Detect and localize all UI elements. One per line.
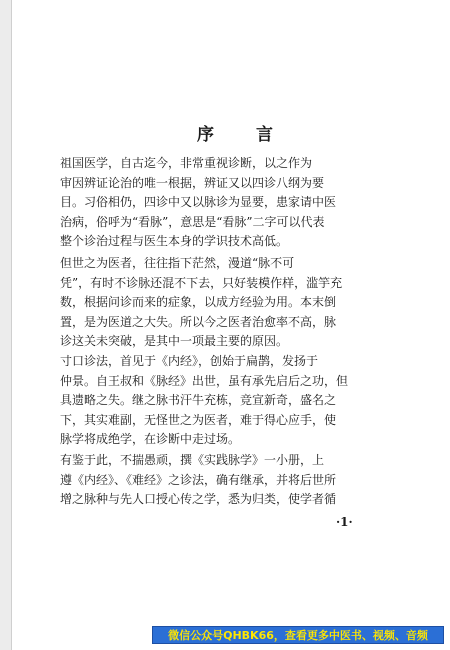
text-line: 诊这关未突破，是其中一项最主要的原因。 bbox=[60, 334, 289, 348]
paragraph-4 bbox=[60, 451, 388, 510]
text-line: 下，其实难副，无怪世之为医者，难于得心应手，使 bbox=[60, 412, 337, 427]
text-line: 整个诊治过程与医生本身的学识技术高低。 bbox=[60, 234, 289, 248]
text-line: 但世之为医者，往往指下茫然，漫道“脉不可 bbox=[60, 256, 295, 270]
text-line: 审因辨证论治的唯一根据，辨证又以四诊八纲为要 bbox=[60, 175, 325, 190]
text-line: 凭”，有时不诊脉还混不下去，只好装模作样，滥竽充 bbox=[60, 275, 343, 290]
text-line: 具遗略之失。继之脉书汗牛充栋，竞宣新奇，盛名之 bbox=[60, 393, 337, 407]
text-line: 增之脉种与先人口授心传之学，悉为归类，使学者循 bbox=[60, 492, 337, 506]
paragraph-2 bbox=[60, 254, 388, 352]
scanned-book-page bbox=[20, 0, 450, 650]
text-line: 有鉴于此，不揣愚顽，撰《实践脉学》一小册，上 bbox=[60, 453, 325, 467]
text-line: 寸口诊法，首见于《内经》，创始于扁鹊，发扬于 bbox=[60, 354, 319, 368]
text-line: 数，根据问诊而来的症象，以成方经验为用。本末倒 bbox=[60, 295, 337, 309]
text-line: 目。习俗相仍，四诊中又以脉诊为显要，患家请中医 bbox=[60, 195, 337, 209]
watermark-banner: 微信公众号QHBK66，查看更多中医书、视频、音频 bbox=[152, 626, 444, 644]
text-line: 治病，俗呼为“看脉”，意思是“看脉”二字可以代表 bbox=[60, 214, 325, 229]
text-line: 置，是为医道之大失。所以今之医者治愈率不高，脉 bbox=[60, 314, 337, 329]
page-number: ·1· bbox=[336, 515, 353, 529]
text-line: 仲景。自王叔和《脉经》出世，虽有承先启后之功，但 bbox=[60, 373, 349, 388]
text-line: 遵《内经》、《难经》之诊法，确有继承，并将后世所 bbox=[60, 472, 337, 487]
text-line: 祖国医学，自古迄今，非常重视诊断，以之作为 bbox=[60, 156, 313, 170]
page-title: 序 言 bbox=[197, 125, 291, 145]
paragraph-1 bbox=[60, 154, 388, 252]
paragraph-3 bbox=[60, 352, 388, 450]
viewer-side-strip bbox=[0, 0, 12, 650]
text-line: 脉学将成绝学，在诊断中走过场。 bbox=[60, 432, 241, 446]
